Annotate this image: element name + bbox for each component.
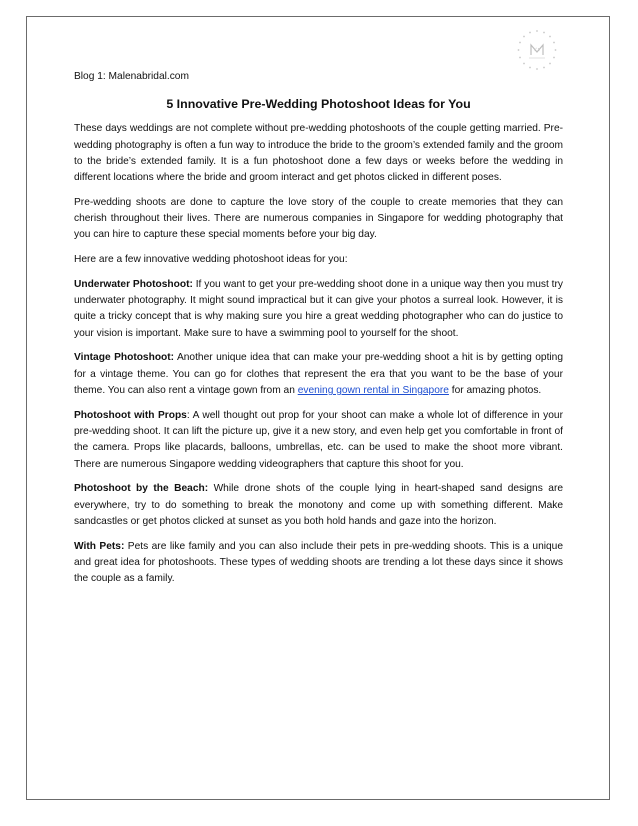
idea-beach (74, 481, 563, 530)
idea-vintage-heading: Vintage Photoshoot: (74, 352, 175, 364)
document-content (74, 69, 563, 596)
idea-pets (74, 539, 563, 588)
idea-vintage-text-after: for amazing photos. (448, 385, 542, 397)
blog-label: Blog 1: Malenabridal.com (74, 71, 189, 82)
intro-paragraph-3: Here are a few innovative wedding photoshoot ideas for you: (74, 254, 348, 266)
evening-gown-rental-link[interactable]: evening gown rental in Singapore (297, 385, 449, 397)
idea-beach-heading: Photoshoot by the Beach: (74, 483, 209, 495)
idea-underwater-text: If you want to get your pre-wedding shoot done in a unique way then you must try underwater photography. It might sound impractical but it can give your photos a surreal look. However, it is quite a tricky concept that is why making sure you hire a great wedding photographer who can do justice to your vision is important. Make sure to have a swimming pool to yourself for the shoot. (74, 278, 563, 339)
idea-beach-text: While drone shots of the couple lying in heart-shaped sand designs are everywhere, try to do something to break the monotony and come up with something different. Make sandcastles or get photos clicked at sunset as you both hold hands and gaze into the horizon. (74, 483, 564, 527)
intro-paragraph-1: These days weddings are not complete without pre-wedding photoshoots of the couple getting married. Pre-wedding photography is often a fun way to introduce the bride to the groom’s extended family and the groom to the bride’s extended family. It is a fun photoshoot done a few days or weeks before the wedding in different locations where the bride and groom interact and get photos clicked in different poses. (74, 123, 563, 184)
page-title: 5 Innovative Pre-Wedding Photoshoot Ideas for You (166, 97, 471, 112)
idea-underwater (74, 277, 563, 342)
idea-pets-heading: With Pets: (74, 540, 125, 552)
idea-props (74, 408, 563, 473)
idea-vintage (74, 350, 563, 399)
brand-logo-icon (515, 28, 559, 72)
idea-props-heading: Photoshoot with Props (74, 409, 187, 421)
idea-underwater-heading: Underwater Photoshoot: (74, 278, 193, 290)
idea-pets-text: Pets are like family and you can also include their pets in pre-wedding shoots. This is a unique and great idea for photoshoots. These types of wedding shoots are trending a lot these days since it shows the couple as a family. (74, 540, 563, 585)
idea-props-text: : A well thought out prop for your shoot can make a whole lot of difference in your pre-wedding shoot. It can lift the picture up, give it a new story, and even help get you comfortable in front of the camera. Props like placards, balloons, umbrellas, etc. can be used to make the shoot more vibrant. There are numerous Singapore wedding videographers that capture this shoot for you. (74, 409, 563, 470)
idea-vintage-text-before: Another unique idea that can make your pre-wedding shoot a hit is by getting opting for a vintage theme. You can go for clothes that represent the era that you want to be the base of your theme. You can also rent a vintage gown from an (74, 352, 564, 397)
intro-paragraph-2: Pre-wedding shoots are done to capture the love story of the couple to create memories that they can cherish throughout their lives. There are numerous companies in Singapore for wedding photography that you can hire to capture these special moments before your big day. (74, 196, 563, 241)
